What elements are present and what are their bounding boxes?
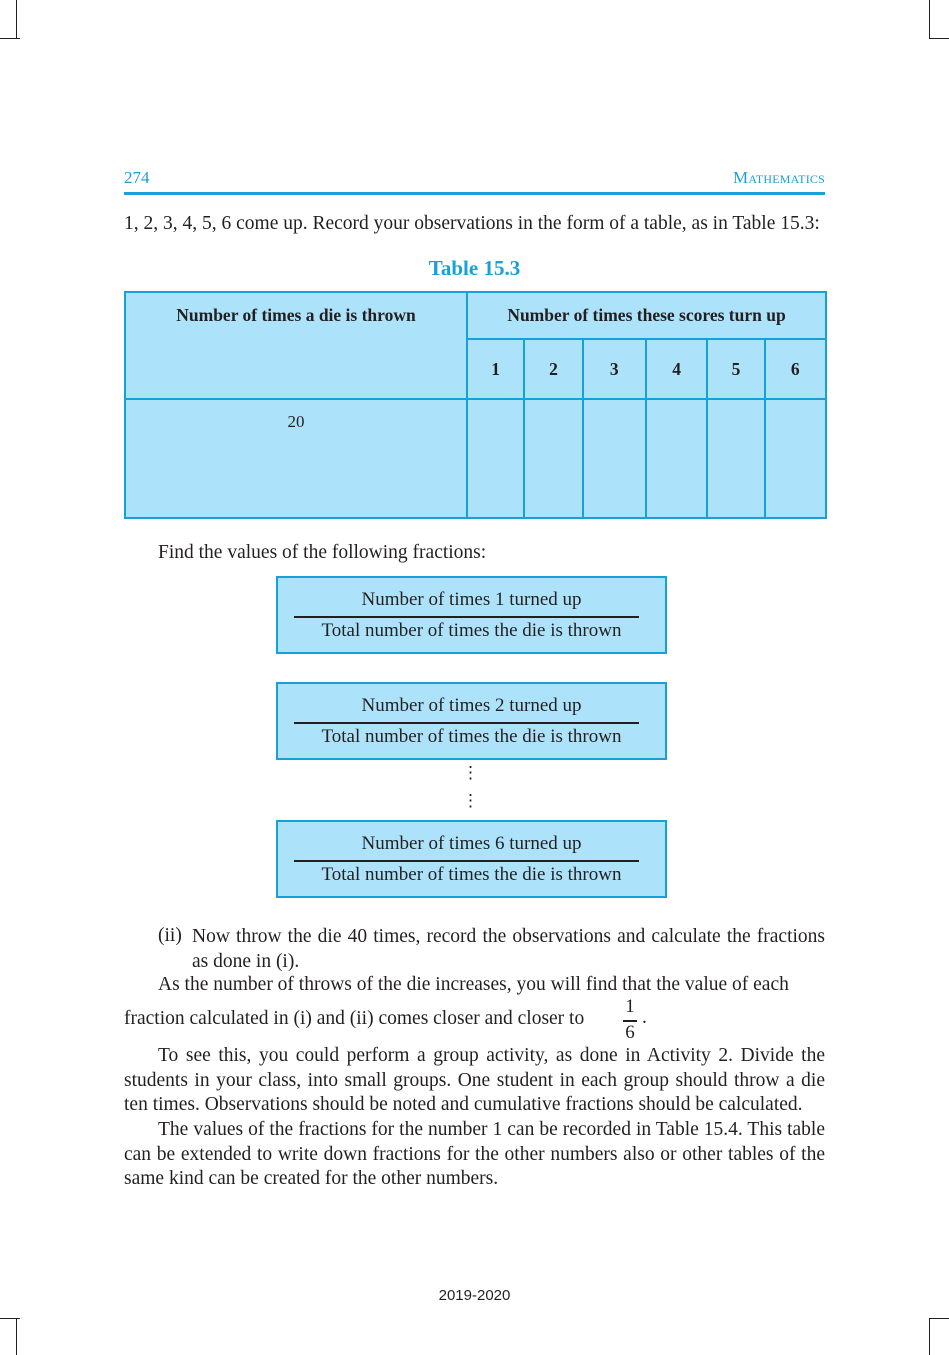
crop-mark	[929, 1318, 930, 1355]
crop-mark	[0, 38, 20, 39]
fraction-bar	[294, 860, 639, 862]
footer-year: 2019-2020	[438, 1287, 511, 1304]
crop-mark	[0, 1318, 20, 1319]
score-cell	[524, 399, 582, 518]
score-header: 5	[707, 339, 764, 399]
fraction-box	[276, 576, 667, 654]
fraction-box	[276, 820, 667, 898]
paragraph: To see this, you could perform a group activity, as done in Activity 2. Divide the students in your class, into small groups. One student in each group should throw a die ten times. Observations should be noted and cumulative fractions should be calculated.	[124, 1045, 825, 1115]
crop-mark	[929, 1318, 949, 1319]
fraction-box	[276, 682, 667, 760]
vertical-ellipsis: ⋮	[462, 763, 479, 782]
fraction-numerator: 1	[625, 996, 635, 1017]
score-cell	[467, 399, 524, 518]
fraction-bar	[294, 616, 639, 618]
score-header: 2	[524, 339, 582, 399]
fraction-numerator: Number of times 2 turned up	[361, 695, 582, 716]
inline-fraction-period: .	[642, 1007, 647, 1028]
score-header: 3	[583, 339, 646, 399]
throws-cell: 20	[125, 399, 467, 518]
table-title: Table 15.3	[428, 256, 521, 280]
table-header-scores: Number of times these scores turn up	[467, 292, 826, 339]
table-row	[125, 399, 826, 518]
fraction-numerator: Number of times 1 turned up	[361, 589, 582, 610]
header-rule	[124, 192, 825, 195]
crop-mark	[16, 1318, 17, 1355]
score-cell	[707, 399, 764, 518]
score-cell	[765, 399, 826, 518]
score-cell	[583, 399, 646, 518]
page-number: 274	[124, 168, 150, 187]
score-header: 1	[467, 339, 524, 399]
paragraph: As the number of throws of the die increases, you will find that the value of each	[158, 974, 789, 995]
crop-mark	[16, 0, 17, 38]
find-values-text: Find the values of the following fractions:	[158, 542, 487, 563]
fraction-denominator: 6	[625, 1021, 635, 1043]
score-header: 4	[646, 339, 707, 399]
item-text: Now throw the die 40 times, record the observations and calculate the fractions as done in (i).	[192, 926, 825, 972]
intro-line: 1, 2, 3, 4, 5, 6 come up. Record your observations in the form of a table, as in Table 15.3:	[124, 213, 820, 234]
table-header-throws: Number of times a die is thrown	[125, 292, 467, 399]
crop-mark	[929, 0, 930, 38]
fraction-denominator: Total number of times the die is thrown	[321, 620, 622, 641]
running-header-title: Mathematics	[733, 168, 825, 187]
fraction-denominator: Total number of times the die is thrown	[321, 864, 622, 885]
fraction-bar	[294, 722, 639, 724]
inline-fraction	[622, 996, 638, 1046]
paragraph: fraction calculated in (i) and (ii) comes closer and closer to	[124, 1008, 585, 1029]
score-header: 6	[765, 339, 826, 399]
fraction-numerator: Number of times 6 turned up	[361, 833, 582, 854]
crop-mark	[929, 38, 949, 39]
vertical-ellipsis: ⋮	[462, 791, 479, 810]
item-label: (ii)	[158, 925, 182, 946]
paragraph: The values of the fractions for the number 1 can be recorded in Table 15.4. This table can be extended to write down fractions for the other numbers also or other tables of the same kind can be created for the other numbers.	[124, 1119, 825, 1189]
fraction-denominator: Total number of times the die is thrown	[321, 726, 622, 747]
score-cell	[646, 399, 707, 518]
observation-table	[124, 291, 827, 519]
